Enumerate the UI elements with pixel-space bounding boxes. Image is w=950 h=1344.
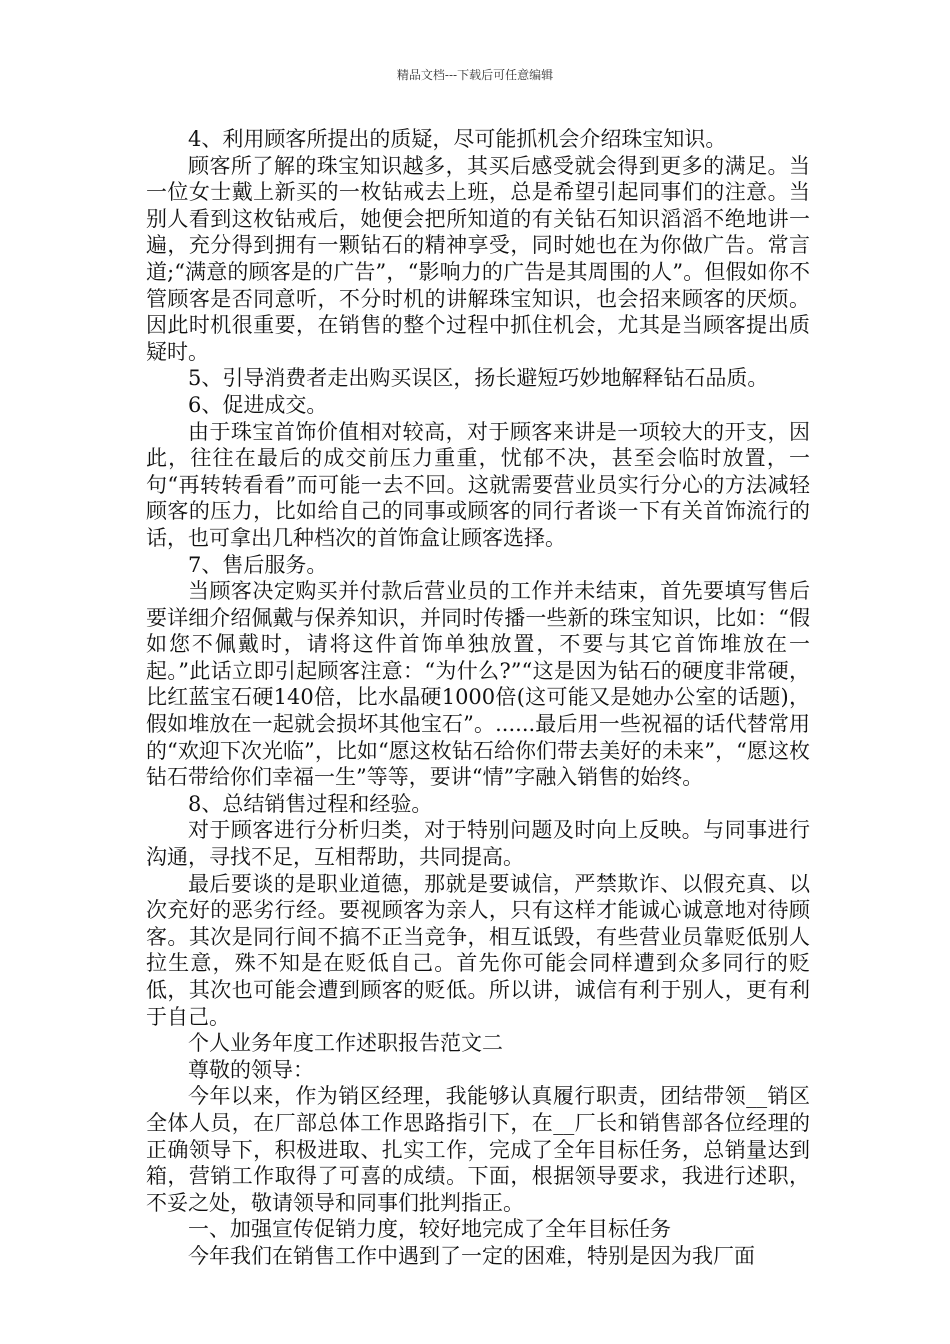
paragraph: 4、利用顾客所提出的质疑，尽可能抓机会介绍珠宝知识。 bbox=[188, 127, 727, 151]
paragraph: 今年以来，作为销区经理，我能够认真履行职责，团结带领__销区全体人员，在厂部总体工作思路指引下，在__厂长和销售部各位经理的正确领导下，积极进取、扎实工作，完成了全年目标任务，总销量达到箱，营销工作取得了可喜的成绩。下面，根据领导要求，我进行述职，不妥之处，敬请领导和同事们批判指正。 bbox=[146, 1084, 810, 1215]
paragraph: 5、引导消费者走出购买误区，扬长避短巧妙地解释钻石品质。 bbox=[188, 366, 769, 391]
paragraph: 由于珠宝首饰价值相对较高，对于顾客来讲是一项较大的开支，因此，往往在最后的成交前压力重重，忧郁不决，甚至会临时放置，一句“再转转看看”而可能一去不回。这就需要营业员实行分心的方法减轻顾客的压力，比如给自己的同事或顾客的同行者谈一下有关首饰流行的话，也可拿出几种档次的首饰盒让顾客选择。 bbox=[146, 419, 810, 550]
paragraph: 当顾客决定购买并付款后营业员的工作并未结束，首先要填写售后要详细介绍佩戴与保养知识，并同时传播一些新的珠宝知识，比如：“假如您不佩戴时，请将这件首饰单独放置，不要与其它首饰堆放在一起。”此话立即引起顾客注意：“为什么?”“这是因为钻石的硬度非常硬，比红蓝宝石硬140倍，比水晶硬1000倍(这可能又是她办公室的话题)，假如堆放在一起就会损坏其他宝石”。......最后用一些祝福的话代替常用的“欢迎下次光临”，比如“愿这枚钻石给你们带去美好的未来”，“愿这枚钻石带给你们幸福一生”等等，要讲“情”字融入销售的始终。 bbox=[146, 579, 810, 790]
paragraph: 最后要谈的是职业道德，那就是要诚信，严禁欺诈、以假充真、以次充好的恶劣行经。要视顾客为亲人，只有这样才能诚心诚意地对待顾客。其次是同行间不搞不正当竞争，相互诋毁，有些营业员靠贬低别人拉生意，殊不知是在贬低自己。首先你可能会同样遭到众多同行的贬低，其次也可能会遭到顾客的贬低。所以讲，诚信有利于别人，更有利于自己。 bbox=[146, 871, 810, 1029]
page-header: 精品文档---下载后可任意编辑 bbox=[396, 68, 554, 82]
paragraph: 8、总结销售过程和经验。 bbox=[188, 791, 433, 816]
paragraph: 7、售后服务。 bbox=[188, 552, 328, 577]
section-title: 个人业务年度工作述职报告范文二 bbox=[188, 1031, 503, 1056]
salutation: 尊敬的领导： bbox=[188, 1057, 314, 1082]
paragraph: 今年我们在销售工作中遇到了一定的困难，特别是因为我厂面 bbox=[188, 1243, 755, 1268]
paragraph: 对于顾客进行分析归类，对于特别问题及时向上反映。与同事进行沟通，寻找不足，互相帮助，共同提高。 bbox=[146, 818, 810, 870]
paragraph: 顾客所了解的珠宝知识越多，其买后感受就会得到更多的满足。当一位女士戴上新买的一枚钻戒去上班，总是希望引起同事们的注意。当别人看到这枚钻戒后，她便会把所知道的有关钻石知识滔滔不绝地讲一遍，充分得到拥有一颗钻石的精神享受，同时她也在为你做广告。常言道;“满意的顾客是的广告”，“影响力的广告是其周围的人”。但假如你不管顾客是否同意听，不分时机的讲解珠宝知识，也会招来顾客的厌烦。因此时机很重要，在销售的整个过程中抓住机会，尤其是当顾客提出质疑时。 bbox=[146, 153, 810, 364]
paragraph: 6、促进成交。 bbox=[188, 392, 328, 417]
document-body bbox=[146, 126, 810, 1270]
section-heading: 一、加强宣传促销力度，较好地完成了全年目标任务 bbox=[188, 1217, 671, 1242]
